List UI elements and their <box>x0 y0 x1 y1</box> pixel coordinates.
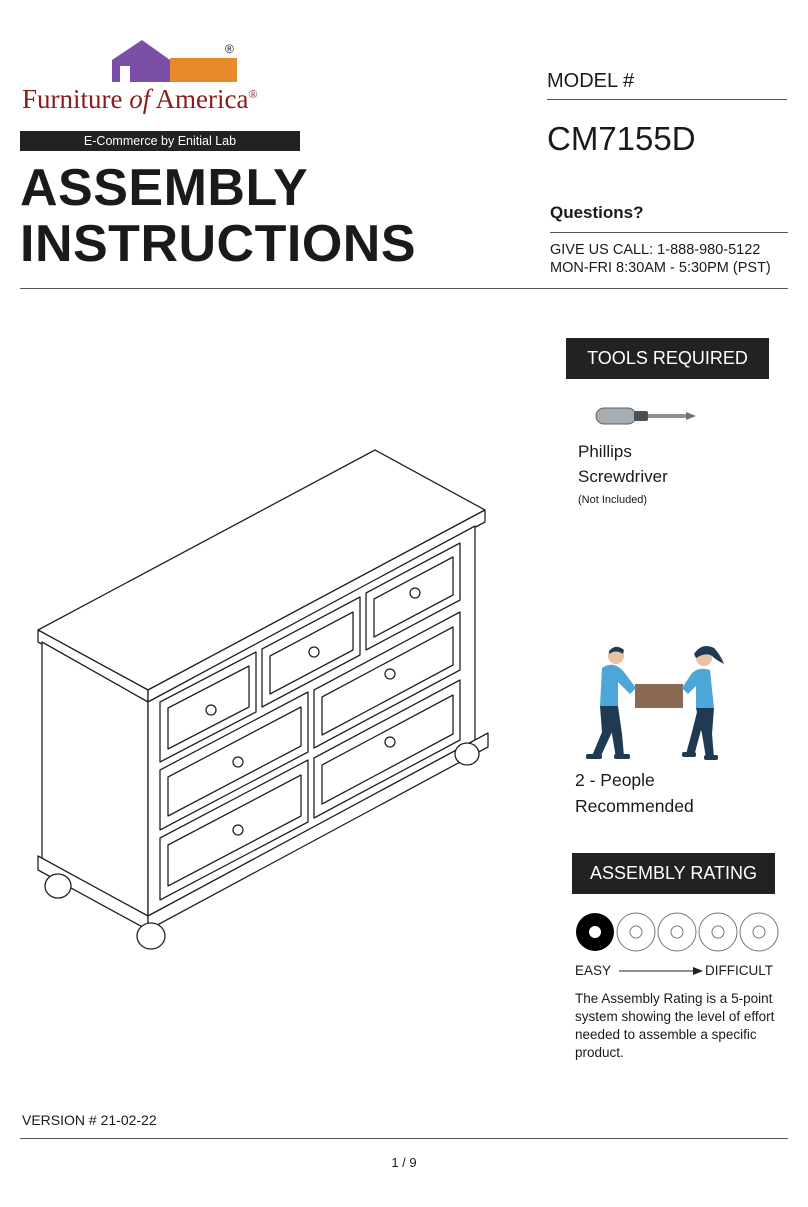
registered-mark: ® <box>225 42 234 56</box>
model-number: CM7155D <box>547 120 696 157</box>
brand-tagline: E-Commerce by Enitial Lab <box>20 131 300 151</box>
people-recommendation: 2 - People Recommended <box>575 770 694 816</box>
support-phone: GIVE US CALL: 1-888-980-5122 <box>550 242 761 258</box>
divider <box>547 99 787 100</box>
easy-label: EASY <box>575 963 612 978</box>
tools-required-header: TOOLS REQUIRED <box>566 338 769 379</box>
dresser-illustration <box>30 440 500 960</box>
rating-dot-4 <box>699 913 737 951</box>
two-people-carrying-box-icon <box>578 642 734 764</box>
rating-description: The Assembly Rating is a 5-point system showing the level of effort needed to assemble a specific product. <box>575 991 775 1060</box>
rating-dot-3 <box>658 913 696 951</box>
screwdriver-icon <box>594 404 698 428</box>
model-label: MODEL # <box>547 70 635 92</box>
tool-note: (Not Included) <box>578 494 648 506</box>
questions-label: Questions? <box>550 203 644 222</box>
version-label: VERSION # 21-02-22 <box>22 1112 157 1128</box>
support-hours: MON-FRI 8:30AM - 5:30PM (PST) <box>550 260 771 276</box>
rating-dot-1 <box>576 913 614 951</box>
divider <box>20 288 788 289</box>
tool-name: Phillips Screwdriver <box>578 442 668 486</box>
divider <box>20 1138 788 1139</box>
page-number: 1 / 9 <box>391 1155 417 1170</box>
assembly-rating-header: ASSEMBLY RATING <box>572 853 775 894</box>
brand-name: Furniture of America® <box>22 84 258 114</box>
rating-dot-2 <box>617 913 655 951</box>
difficult-label: DIFFICULT <box>705 963 773 978</box>
divider <box>550 232 788 233</box>
page-title: ASSEMBLY INSTRUCTIONS <box>20 159 416 273</box>
arrow-right-icon <box>619 966 703 976</box>
rating-dot-5 <box>740 913 778 951</box>
rating-dots <box>574 911 780 953</box>
